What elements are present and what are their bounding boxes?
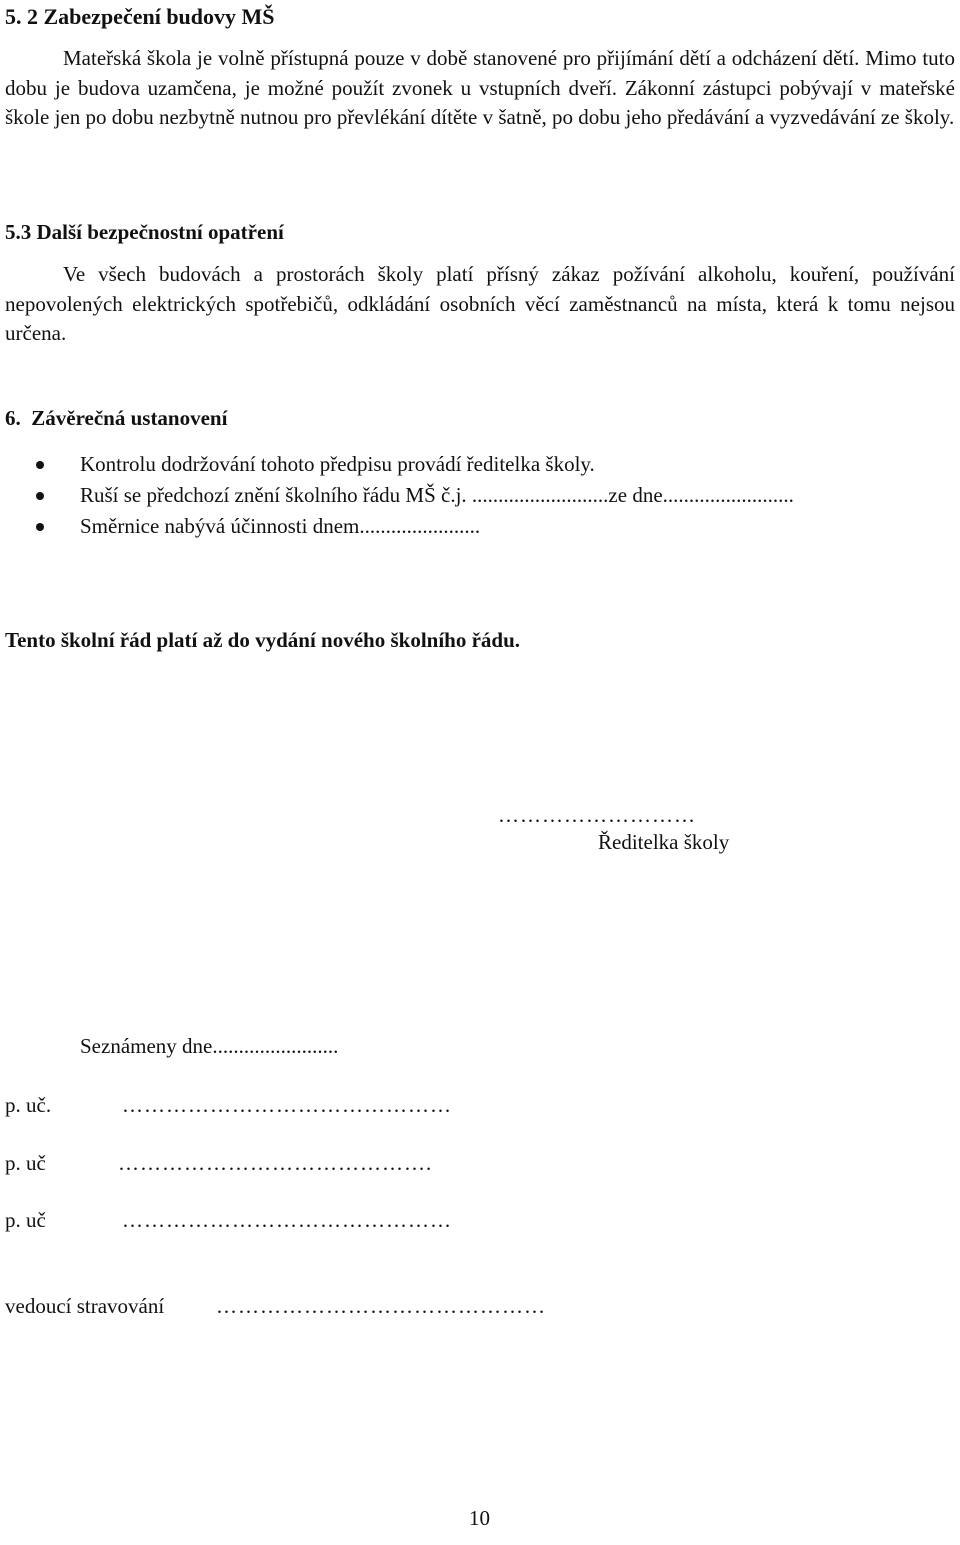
final-statement: Tento školní řád platí až do vydání nového školního řádu. [5,628,521,652]
signature-line: ……………………… [498,803,696,827]
closing-provisions-list [0,449,794,542]
teacher-signature-line: ……………………………………… [122,1208,452,1232]
section-5-2-heading: 5. 2 Zabezpečení budovy MŠ [5,4,275,29]
section-5-3-text: Ve všech budovách a prostorách školy platí přísný zákaz požívání alkoholu, kouření, používání nepovolených elektrických spotřebičů, odkládání osobních věcí zaměstnanců na místa, která k tomu nejsou určena. [5,262,955,345]
signature-title: Ředitelka školy [598,830,730,854]
section-5-2-paragraph [5,44,955,133]
teacher-signature-line: ……………………………………. [118,1151,433,1175]
canteen-manager-label: vedoucí stravování [5,1294,165,1318]
teacher-label: p. uč [5,1151,46,1175]
teacher-label: p. uč. [5,1093,52,1117]
canteen-manager-signature-line: ……………………………………… [216,1294,546,1318]
acknowledgement-label: Seznámeny dne........................ [80,1034,339,1058]
page-number: 10 [469,1506,490,1530]
section-6-heading: 6. Závěrečná ustanovení [5,406,228,430]
list-item: Kontrolu dodržování tohoto předpisu provádí ředitelka školy. [0,449,794,480]
list-item: Ruší se předchozí znění školního řádu MŠ č.j. ..........................ze dne......................... [0,480,794,511]
list-item: Směrnice nabývá účinnosti dnem....................... [0,511,794,542]
section-5-3-heading: 5.3 Další bezpečnostní opatření [5,220,284,244]
section-5-2-text: Mateřská škola je volně přístupná pouze v době stanovené pro přijímání dětí a odcházení dětí. Mimo tuto dobu je budova uzamčena, je možné použít zvonek u vstupních dveří. Zákonní zástupci pobývají v mateřské škole jen po dobu nezbytně nutnou pro převlékání dítěte v šatně, po dobu jeho předávání a vyzvedávání ze školy. [5,46,955,129]
section-5-3-paragraph [5,260,955,349]
teacher-signature-line: ……………………………………… [122,1093,452,1117]
teacher-label: p. uč [5,1208,46,1232]
